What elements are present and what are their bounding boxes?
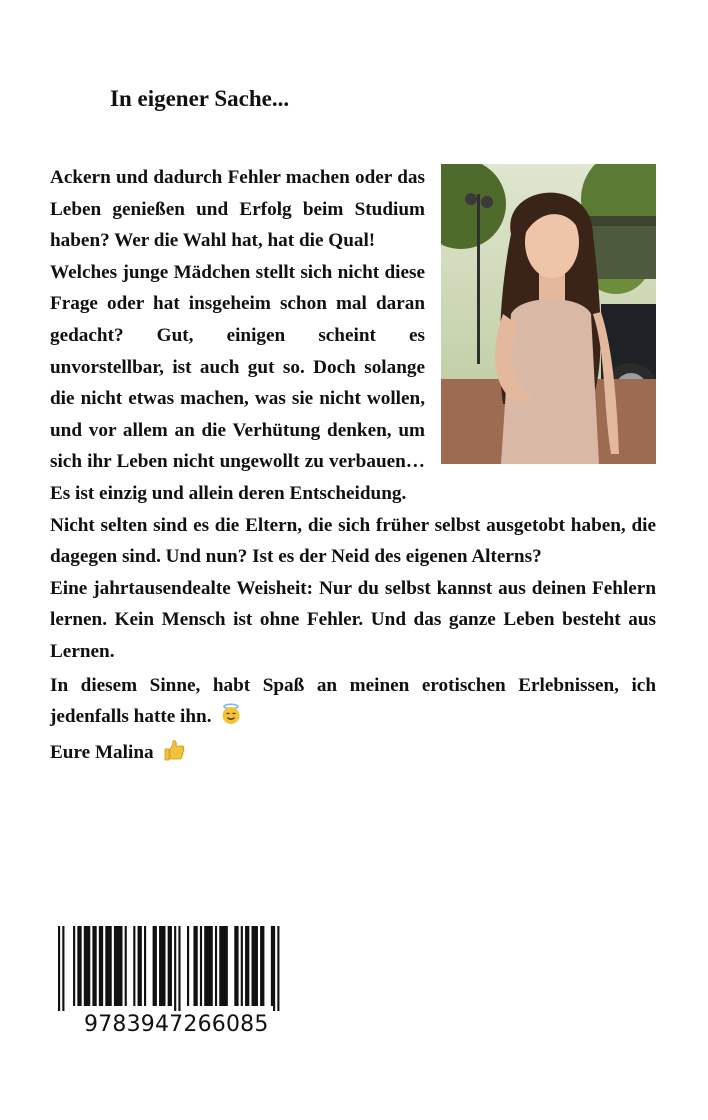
paragraph: Eine jahrtausendealte Weisheit: Nur du selbst kannst aus deinen Fehlern lernen. Kein Mensch ist ohne Fehler. Und das ganze Leben besteht aus Lernen.: [50, 577, 656, 662]
barcode-bar: [271, 926, 273, 1006]
barcode-bar: [245, 926, 249, 1006]
barcode-bar: [241, 926, 243, 1006]
paragraph: Nicht selten sind es die Eltern, die sich früher selbst ausgetobt haben, die dagegen sind. Und nun? Ist es der Neid des eigenen Alterns?: [50, 514, 656, 568]
barcode-bar: [62, 926, 64, 1011]
barcode-bar: [73, 926, 75, 1006]
paragraph: Ackern und dadurch Fehler machen oder das Leben genießen und Erfolg beim Studium haben? Wer die Wahl hat, hat die Qual!: [50, 167, 425, 252]
isbn-number: 9783947266085: [84, 1012, 269, 1037]
barcode-bar: [168, 926, 172, 1006]
barcode-bar: [260, 926, 264, 1006]
closing-paragraph: [50, 670, 656, 733]
barcode-bar: [84, 926, 90, 1006]
barcode-bar: [178, 926, 180, 1011]
barcode-bar: [138, 926, 142, 1006]
barcode-bar: [215, 926, 217, 1006]
barcode-bar: [200, 926, 202, 1006]
page-title: In eigener Sache...: [110, 86, 290, 111]
barcode-bar: [174, 926, 176, 1011]
barcode-bar: [234, 926, 238, 1006]
barcode-bar: [92, 926, 96, 1006]
signature: Eure Malina: [50, 741, 154, 763]
paragraph: Welches junge Mädchen stellt sich nicht diese Frage oder hat insgeheim schon mal daran gedacht? Gut, einigen scheint es unvorstellbar, ist auch gut so. Doch solange die nicht etwas machen, was sie nicht wollen, und vor allem an die Verhütung denken, um sich ihr Leben nicht ungewollt zu verbauen… Es ist einzig und allein deren Entscheidung.: [50, 261, 425, 504]
barcode-bar: [277, 926, 279, 1011]
thumbs-up-icon: [162, 739, 186, 761]
barcode-bar: [58, 926, 60, 1011]
barcode-bar: [99, 926, 103, 1006]
signature-paragraph: [50, 737, 656, 769]
barcode-bar: [153, 926, 157, 1006]
barcode-bar: [187, 926, 189, 1006]
barcode-bar: [114, 926, 123, 1006]
barcode-bar: [125, 926, 127, 1006]
barcode-bar: [193, 926, 197, 1006]
barcode-bar: [133, 926, 135, 1006]
barcode-bar: [159, 926, 165, 1006]
barcode-bar: [219, 926, 228, 1006]
body-text: [50, 162, 656, 768]
barcode-bar: [273, 926, 275, 1011]
barcode: [58, 926, 338, 1011]
barcode-bar: [204, 926, 213, 1006]
barcode-bar: [252, 926, 258, 1006]
barcode-bar: [105, 926, 111, 1006]
author-photo: [441, 164, 656, 464]
barcode-bar: [77, 926, 81, 1006]
closing-text: In diesem Sinne, habt Spaß an meinen erotischen Erlebnissen, ich jedenfalls hatte ihn.: [50, 674, 656, 728]
barcode-bar: [144, 926, 146, 1006]
smiling-face-with-halo-icon: [220, 703, 242, 725]
